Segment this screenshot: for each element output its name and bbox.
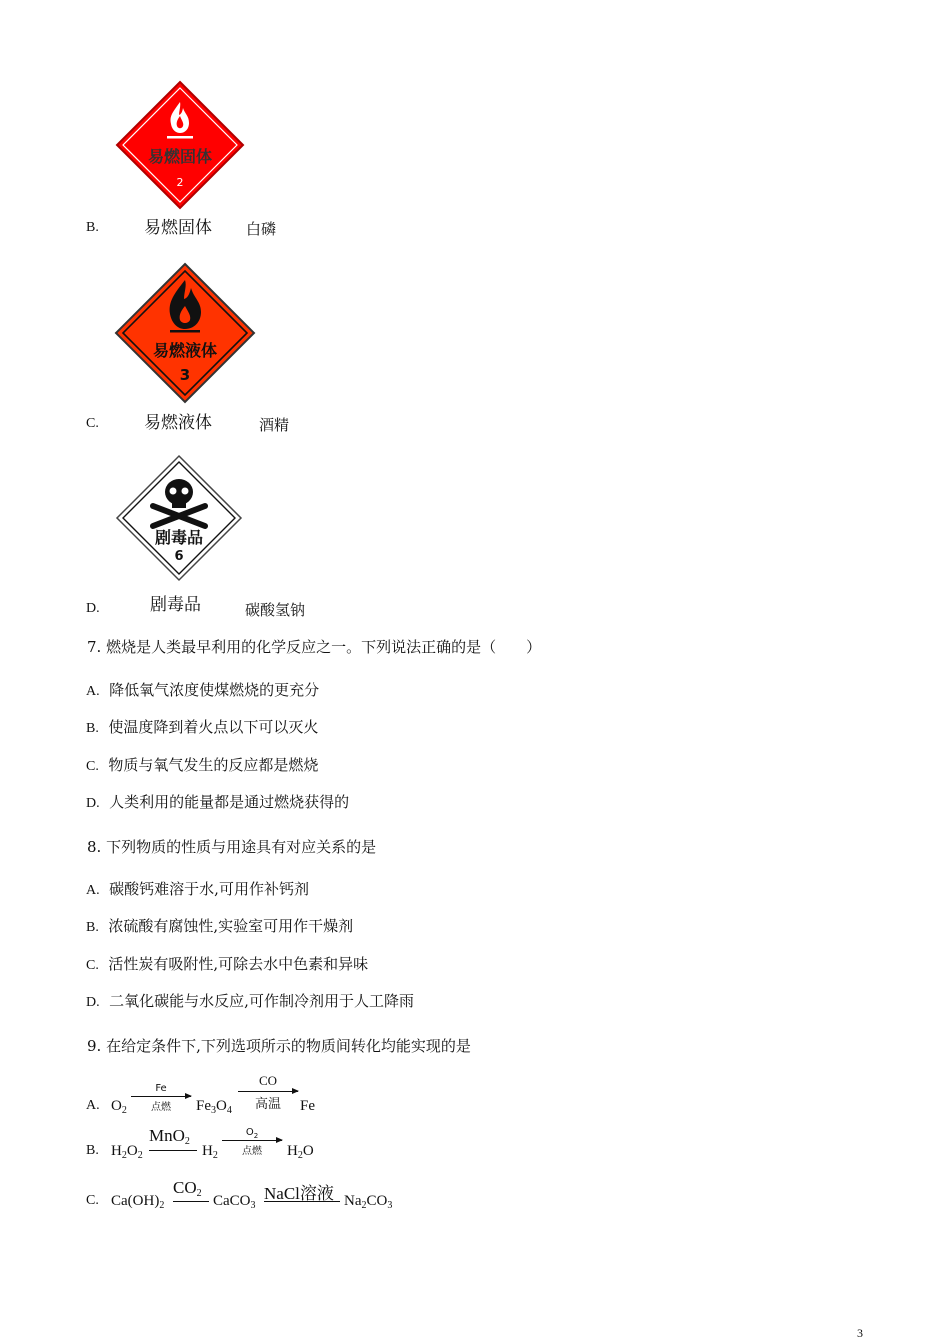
question-9-stem: 9. 在给定条件下,下列选项所示的物质间转化均能实现的是 (87, 1037, 471, 1055)
question-8-option-b: B. 浓硫酸有腐蚀性,实验室可用作干燥剂 (86, 917, 354, 935)
flammable-liquid-sign-icon (114, 262, 256, 404)
substance-name: 碳酸氢钠 (245, 601, 306, 619)
question-9-option-c-letter: C. (86, 1193, 99, 1208)
catalyst-mno2: MnO$_2$ (149, 1126, 190, 1147)
substance-name: 白磷 (246, 220, 277, 238)
product-h2o: $H_2O$ (287, 1143, 314, 1161)
option-letter: C. (86, 416, 99, 431)
sign-caption: 易燃固体 (144, 218, 212, 238)
product-caco3: CaCO$_3$ (213, 1193, 256, 1211)
question-8-stem: 8. 下列物质的性质与用途具有对应关系的是 (87, 838, 377, 856)
substance-name: 酒精 (259, 416, 290, 434)
question-8-option-a: A. 碳酸钙难溶于水,可用作补钙剂 (86, 880, 309, 898)
hazard-sign-flammable-liquid (114, 262, 256, 404)
question-7-option-a: A. 降低氧气浓度使煤燃烧的更充分 (86, 681, 320, 699)
reaction-line (149, 1150, 197, 1151)
question-9-option-b-letter: B. (86, 1143, 99, 1158)
hazard-sign-flammable-solid (115, 80, 245, 210)
toxic-sign-icon (115, 454, 243, 582)
product-fe3o4: $Fe_3O_4$ (196, 1098, 232, 1116)
page-number: 3 (857, 1326, 863, 1340)
reactant-h2o2: $H_2O_2$ (111, 1143, 143, 1161)
svg-text:剧毒品: 剧毒品 (154, 528, 204, 547)
condition-ignite: 点燃 (242, 1146, 262, 1157)
svg-text:2: 2 (176, 176, 184, 189)
reaction-arrow (131, 1096, 191, 1097)
reaction-arrow (238, 1091, 298, 1092)
hazard-sign-toxic (115, 454, 243, 582)
question-7-option-c: C. 物质与氧气发生的反应都是燃烧 (86, 756, 319, 774)
condition-fe: Fe (155, 1083, 167, 1094)
svg-text:易燃液体: 易燃液体 (152, 341, 218, 360)
svg-text:6: 6 (174, 549, 184, 564)
reactant-o2: $O_2$ (111, 1098, 127, 1116)
reagent-co2: $CO_2$ (173, 1178, 202, 1199)
reaction-arrow (222, 1140, 282, 1141)
reagent-nacl-solution: NaCl溶液 (264, 1184, 334, 1203)
question-7-option-d: D. 人类利用的能量都是通过燃烧获得的 (86, 793, 350, 811)
flammable-solid-sign-icon (115, 80, 245, 210)
sign-caption: 易燃液体 (144, 413, 212, 433)
option-letter: D. (86, 601, 100, 616)
product-h2: $H_2$ (202, 1143, 218, 1161)
condition-ignite: 点燃 (151, 1102, 171, 1113)
question-8-option-d: D. 二氧化碳能与水反应,可作制冷剂用于人工降雨 (86, 992, 414, 1010)
question-8-option-c: C. 活性炭有吸附性,可除去水中色素和异味 (86, 955, 369, 973)
product-na2co3: $Na_2CO_3$ (344, 1193, 393, 1211)
question-7-stem: 7. 燃烧是人类最早利用的化学反应之一。下列说法正确的是（ ） (87, 638, 542, 656)
svg-text:易燃固体: 易燃固体 (147, 147, 213, 166)
condition-co: CO (258, 1073, 278, 1088)
sign-caption: 剧毒品 (150, 595, 201, 615)
svg-text:3: 3 (179, 366, 191, 384)
condition-high-temp: 高温 (254, 1097, 281, 1112)
reactant-caoh2: $Ca(OH)_2$ (111, 1193, 165, 1211)
option-letter: B. (86, 220, 99, 235)
condition-o2: $O_2$ (245, 1127, 259, 1140)
reaction-line (173, 1201, 209, 1202)
product-fe: Fe (300, 1098, 315, 1114)
reaction-line (264, 1201, 340, 1202)
question-7-option-b: B. 使温度降到着火点以下可以灭火 (86, 718, 319, 736)
question-9-option-a-letter: A. (86, 1098, 100, 1113)
